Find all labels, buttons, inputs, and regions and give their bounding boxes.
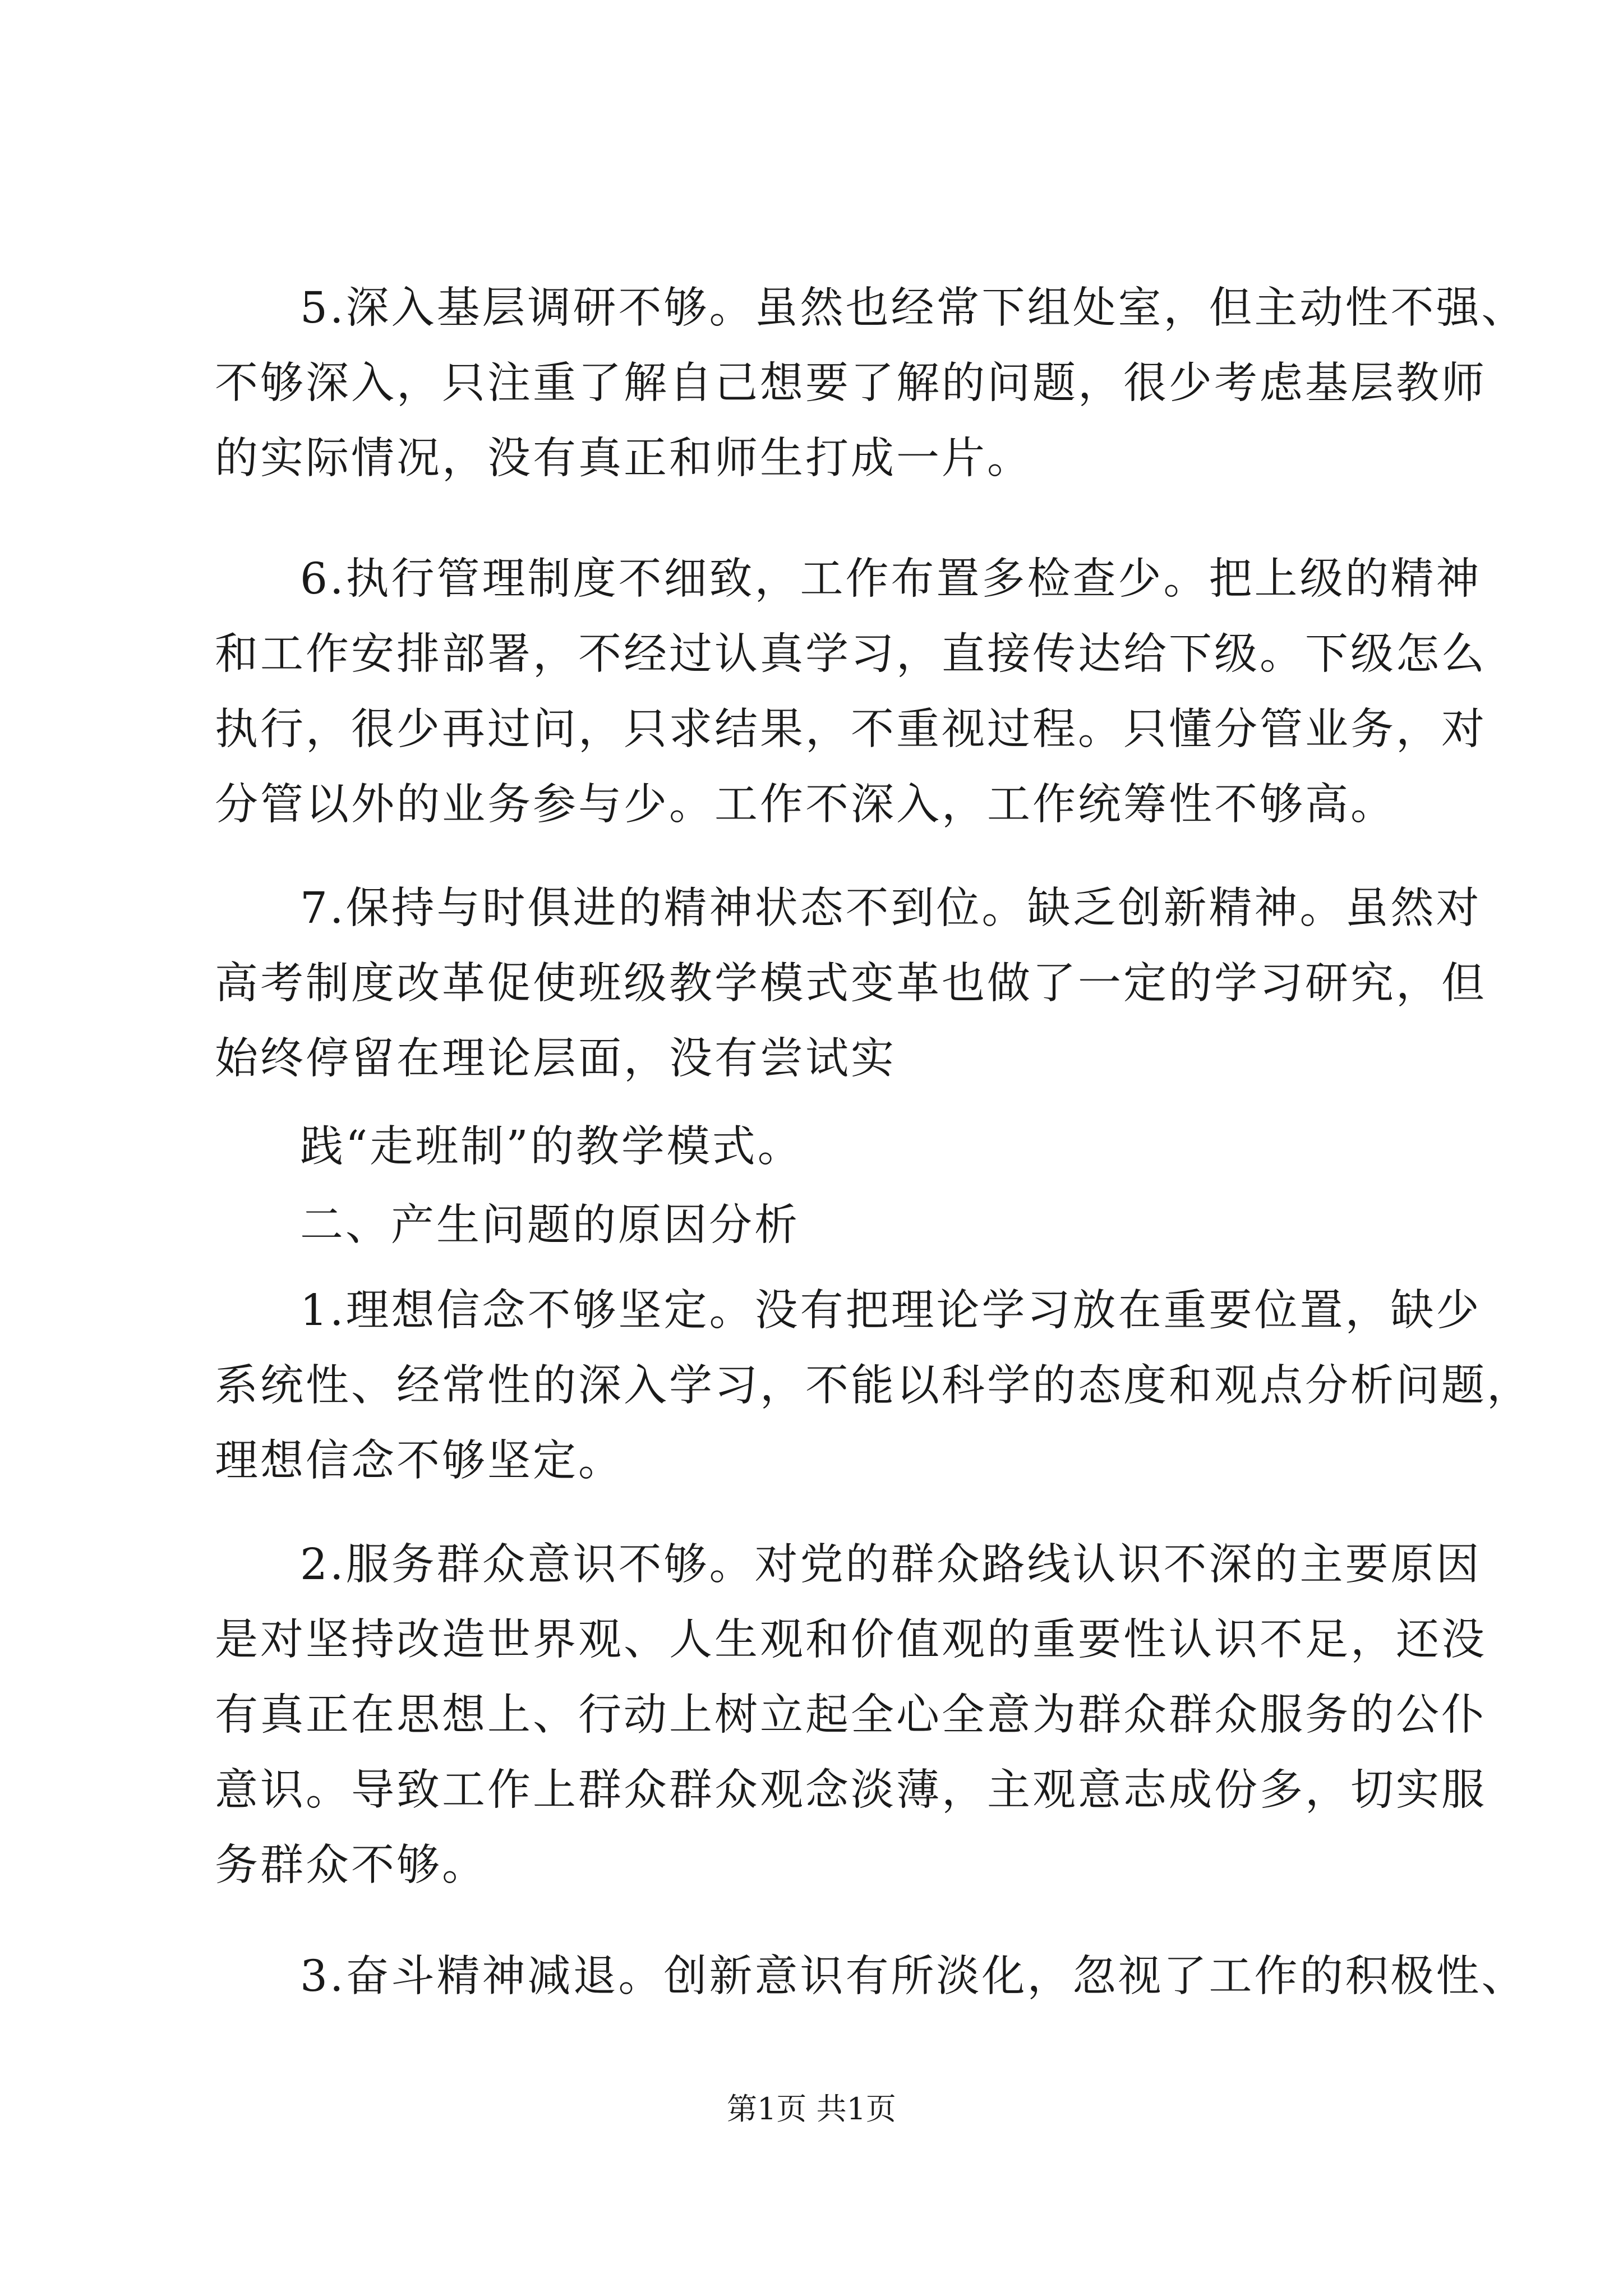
text-line: 执行，很少再过问，只求结果，不重视过程。只懂分管业务，对	[215, 705, 1487, 754]
text-line: 2.服务群众意识不够。对党的群众路线认识不深的主要原因	[300, 1540, 1482, 1590]
text-line: 5.深入基层调研不够。虽然也经常下组处室，但主动性不强、	[300, 283, 1527, 333]
text-line: 是对坚持改造世界观、人生观和价值观的重要性认识不足，还没	[215, 1615, 1487, 1665]
text-line: 不够深入，只注重了解自己想要了解的问题，很少考虑基层教师	[215, 358, 1487, 408]
text-line: 意识。导致工作上群众群众观念淡薄，主观意志成份多，切实服	[215, 1765, 1487, 1815]
text-line: 系统性、经常性的深入学习，不能以科学的态度和观点分析问题，	[215, 1361, 1532, 1411]
text-line: 始终停留在理论层面，没有尝试实	[215, 1034, 896, 1084]
text-line: 3.奋斗精神减退。创新意识有所淡化，忽视了工作的积极性、	[300, 1952, 1527, 2001]
text-line: 和工作安排部署，不经过认真学习，直接传达给下级。下级怎么	[215, 629, 1487, 679]
text-line: 分管以外的业务参与少。工作不深入，工作统筹性不够高。	[215, 780, 1396, 830]
text-line: 1.理想信念不够坚定。没有把理论学习放在重要位置，缺少	[300, 1286, 1482, 1336]
section-heading: 二、产生问题的原因分析	[300, 1200, 800, 1250]
text-line: 务群众不够。	[215, 1841, 487, 1890]
text-line: 7.保持与时俱进的精神状态不到位。缺乏创新精神。虽然对	[300, 884, 1482, 933]
text-line: 有真正在思想上、行动上树立起全心全意为群众群众服务的公仆	[215, 1690, 1487, 1740]
text-line: 践“走班制”的教学模式。	[300, 1122, 803, 1172]
text-line: 理想信念不够坚定。	[215, 1436, 624, 1486]
text-line: 的实际情况，没有真正和师生打成一片。	[215, 434, 1032, 484]
page-footer: 第1页 共1页	[727, 2091, 896, 2127]
text-line: 6.执行管理制度不细致，工作布置多检查少。把上级的精神	[300, 554, 1482, 604]
text-line: 高考制度改革促使班级教学模式变革也做了一定的学习研究，但	[215, 959, 1487, 1009]
